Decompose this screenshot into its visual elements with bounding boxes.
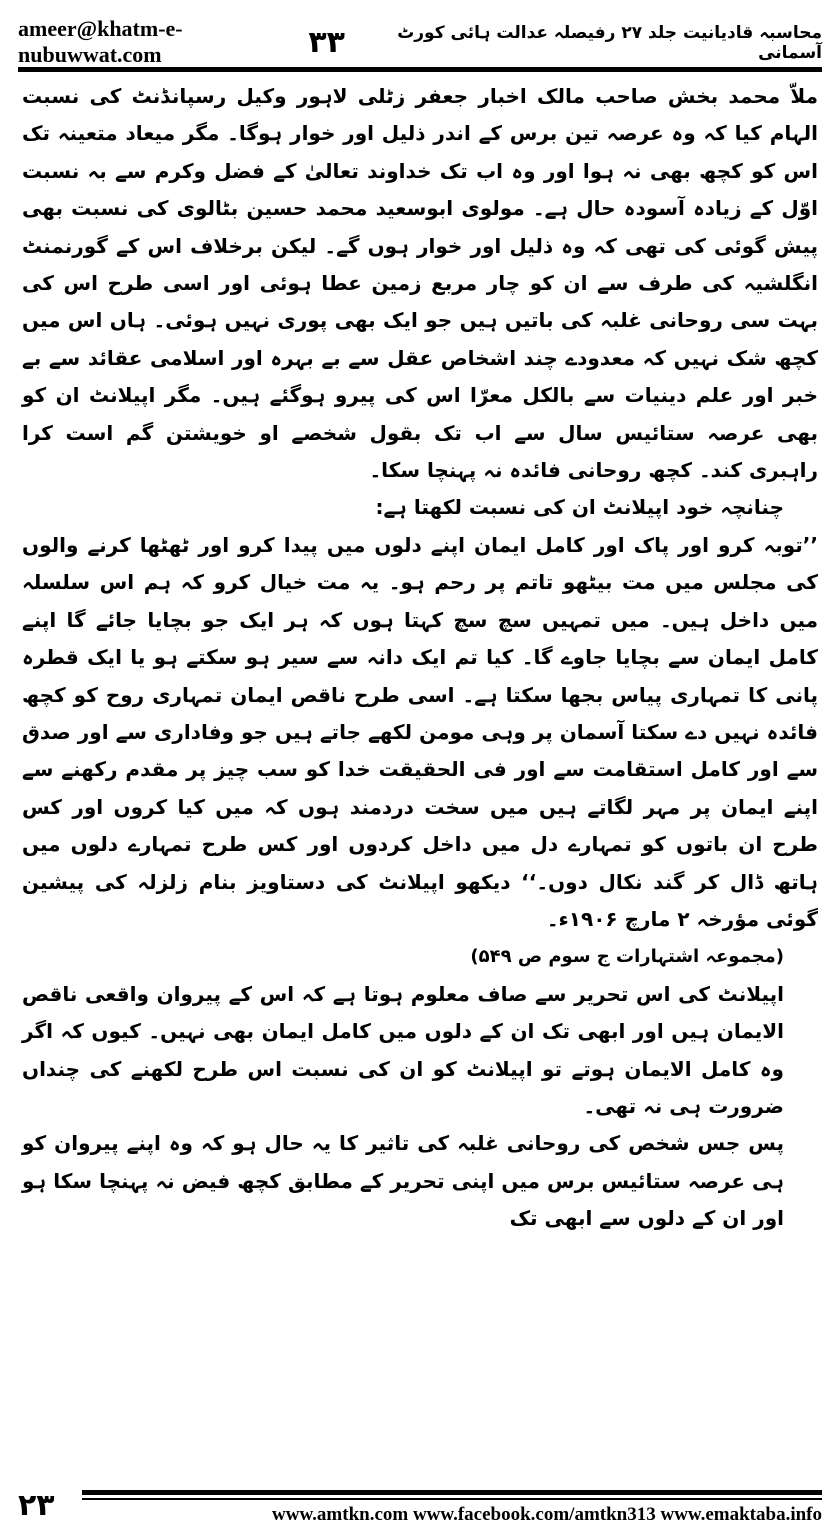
paragraph-4 [22, 976, 818, 1126]
header-title-group [308, 22, 822, 63]
page-header [18, 16, 822, 67]
reference-citation: (مجموعہ اشتہارات ج سوم ص ۵۴۹) [470, 946, 784, 968]
text-line: دوں۔‘‘ دیکھو اپیلانٹ کی دستاویز بنام زلزلہ کی پیشین گوئی مؤرخہ ۲ مارچ ۱۹۰۶ء۔ [22, 869, 818, 931]
header-page-number: ۳۳ [308, 24, 345, 60]
paragraph-2: چنانچہ خود اپیلانٹ ان کی نسبت لکھتا ہے: [375, 495, 784, 520]
text-line: سے بالکل معرّا اس کی پیرو ہوگئے ہیں۔ مگر اپیلانٹ ان کو بھی عرصہ ستائیس سال سے اب تک [22, 383, 818, 445]
text-line: اب تک خداوند تعالیٰ کے فضل وکرم سے بہ نسبت اوّل کے زیادہ آسودہ حال ہے۔ مولوی [22, 158, 819, 221]
text-line: کہ وہ عرصہ تین برس کے اندر ذلیل اور خوار ہوگا۔ مگر میعاد متعینہ تک اس کو کچھ بھی نہ ہوا اور وہ [22, 121, 818, 183]
text-line: ایک دانہ سے سیر ہو سکتے ہو یا ایک قطرہ پانی کا تمہاری پیاس بجھا سکتا ہے۔ اسی طرح ناقص [22, 645, 818, 707]
footer-rule-thin [82, 1498, 822, 1500]
text-line: تمہیں سچ سچ کہتا ہوں کہ ہر ایک جو بچایا جائے گا اپنے کامل ایمان سے بچایا جاوے گا۔ کیا تم [22, 607, 818, 670]
text-line: بقول شخصے او خویشتن گم است کرا راہبری کند۔ کچھ روحانی فائدہ نہ پہنچا سکا۔ [22, 420, 818, 483]
text-line: الایمان ہیں اور ابھی تک ان کے دلوں میں کامل ایمان بھی نہیں۔ کیوں کہ اگر وہ کامل [22, 1019, 784, 1081]
text-line: ملاّ محمد بخش صاحب مالک اخبار جعفر زٹلی لاہور وکیل رسپانڈنٹ کی نسبت الہام کیا [22, 84, 818, 146]
paragraph-5 [22, 1125, 818, 1237]
text-line: برخلاف اس کے گورنمنٹ انگلشیہ کی طرف سے ان کو چار مربع زمین عطا ہوئی اور اسی طرح [22, 233, 819, 296]
text-line: نہیں کہ معدودے چند اشخاص عقل سے بے بہرہ اور اسلامی عقائد سے بے خبر اور علم دینیات [22, 345, 818, 408]
header-book-title: محاسبہ قادیانیت جلد ۲۷ رفیصلہ عدالت ہائی کورٹ آسمانی [397, 22, 822, 63]
text-line: سے اور صدق سے اور کامل استقامت سے اور فی الحقیقت خدا کو سب چیز پر مقدم رکھنے سے [22, 719, 818, 782]
text-line: اس کی بہت سی روحانی غلبہ کی باتیں ہیں جو ایک بھی پوری نہیں ہوئی۔ ہاں اس میں کچھ شک [22, 271, 818, 370]
text-line: اپنے ایمان پر مہر لگاتے ہیں میں سخت دردمند ہوں کہ میں کیا کروں اور کس طرح ان باتوں کو [22, 794, 818, 857]
footer-rule-thick [82, 1490, 822, 1495]
footer-page-number: ۲۳ [18, 1488, 55, 1523]
text-line: ابوسعید محمد حسین بٹالوی کی نسبت بھی پیش گوئی کی تھی کہ وہ ذلیل اور خوار ہوں گے۔ لیکن [22, 196, 818, 258]
footer-links-block [82, 1490, 822, 1526]
text-line: ایمان تمہاری روح کو کچھ فائدہ نہیں دے سکتا آسمان پر وہی مومن لکھے جاتے ہیں جو وفاداری [22, 682, 818, 744]
text-line: کی مجلس میں مت بیٹھو تاتم پر رحم ہو۔ یہ مت خیال کرو کہ ہم اس سلسلہ میں داخل ہیں۔ میں [22, 570, 819, 632]
text-line: ’’توبہ کرو اور پاک اور کامل ایمان اپنے دلوں میں پیدا کرو اور ٹھٹھا کرنے والوں [22, 532, 818, 557]
header-rule [18, 67, 822, 72]
header-email: ameer@khatm-e-nubuwwat.com [18, 16, 183, 67]
quote-paragraph [22, 527, 818, 938]
text-line: تمہارے دل میں داخل کردوں اور کس طرح تمہارے دلوں میں ہاتھ ڈال کر گند نکال [22, 832, 818, 894]
page-body [22, 78, 818, 1238]
text-line: پس جس شخص کی روحانی غلبہ کی تاثیر کا یہ حال ہو کہ وہ اپنے پیروان کو ہی عرصہ [22, 1131, 784, 1193]
page-footer [18, 1478, 822, 1526]
paragraph-1 [22, 78, 818, 489]
text-line: ستائیس برس میں اپنی تحریر کے مطابق کچھ فیض نہ پہنچا سکا ہو اور ان کے دلوں سے ابھی تک [22, 1168, 784, 1231]
footer-links[interactable]: www.amtkn.com www.facebook.com/amtkn313 www.emaktaba.info [272, 1504, 822, 1525]
text-line: اپیلانٹ کی اس تحریر سے صاف معلوم ہوتا ہے کہ اس کے پیروان واقعی ناقص [22, 981, 784, 1006]
text-line: الایمان ہوتے تو اپیلانٹ کو ان کی نسبت اس طرح لکھنے کی چنداں ضرورت ہی نہ تھی۔ [22, 1056, 784, 1118]
